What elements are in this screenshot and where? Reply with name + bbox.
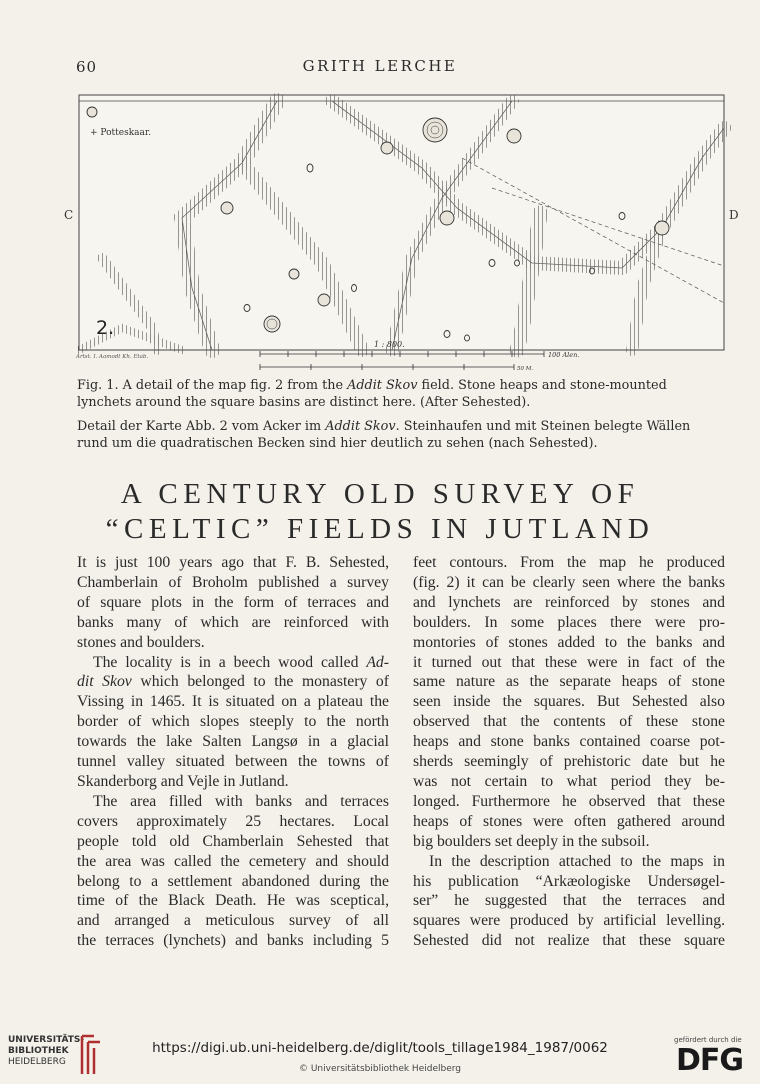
map-figure (62, 88, 744, 374)
text-line: it turned out that these were in fact of the (413, 653, 725, 671)
stone-heap (381, 142, 393, 154)
funding-note: gefördert durch die (674, 1036, 742, 1044)
text-line: The locality is in a beech wood called Ad- (93, 653, 389, 671)
map-legend: + Potteskaar. (90, 128, 152, 138)
text-line: and lynchets are reinforced by stones and (413, 593, 725, 611)
text-line: heaps and stone banks contained coarse pot- (413, 733, 725, 751)
copyright-notice: © Universitätsbibliothek Heidelberg (298, 1064, 461, 1074)
scale-bars (260, 351, 544, 370)
stone-heap (507, 129, 521, 143)
stone-heap (87, 107, 97, 117)
paragraph (77, 792, 389, 951)
paragraph (77, 653, 389, 792)
text-line: sherds seemingly of prehistoric date but he (413, 753, 725, 771)
page-number: 60 (76, 58, 98, 76)
text-line: and arranged a meticulous survey of all (77, 912, 389, 930)
article-title (0, 477, 760, 547)
stone-heap (655, 221, 669, 235)
body-column-right (413, 553, 725, 951)
text-line: was not certain to what period they be- (413, 772, 725, 790)
text-line: Chamberlain of Broholm published a survey (77, 573, 389, 591)
text-line: ser” he suggested that the terraces and (413, 892, 725, 910)
text-line: covers approximately 25 hectares. Local (77, 812, 389, 830)
caption-de-italic: Addit Skov (325, 419, 396, 434)
text-line: tunnel valley situated between the towns of (77, 753, 389, 771)
text-line: people told old Chamberlain Sehested that (77, 832, 389, 850)
text-line: (fig. 2) it can be clearly seen where the banks (413, 573, 725, 591)
text-line: boulders. In some places there were pro- (413, 613, 725, 631)
map-side-right: D (729, 208, 739, 222)
paragraph (413, 852, 725, 952)
caption-de-text-end: . Steinhaufen und mit Steinen belegte Wällen rund um die quadratischen Becken sind hier deutlich zu sehen (nach Sehested). (77, 419, 691, 451)
text-line: In the description attached to the maps in (429, 852, 725, 870)
text-line: Vissing in 1465. It is situated on a plateau the (77, 693, 389, 711)
text-line: observed that the contents of these stone (413, 713, 725, 731)
text-line: longed. Furthermore he observed that these (413, 792, 725, 810)
map-scale-ratio: 1 : 800. (374, 340, 405, 349)
map-engraver: Artst. I. Aamodt Kh. Etab. (76, 354, 149, 360)
map-scale-m: 50 M. (517, 366, 534, 372)
library-name-line-2: BIBLIOTHEK (8, 1046, 69, 1056)
map-side-left: C (64, 208, 74, 222)
text-line: the area was called the cemetery and should (77, 852, 389, 870)
text-line: Sehested did not realize that these square (413, 932, 725, 950)
text-line: stones and boulders. (77, 633, 205, 651)
text-line: montories of stones added to the banks and (413, 633, 725, 651)
map-scale-alen: 100 Alen. (548, 351, 580, 359)
caption-en-text: Fig. 1. A detail of the map fig. 2 from the (77, 378, 348, 393)
stone-heap (440, 211, 454, 225)
source-url-link[interactable]: https://digi.ub.uni-heidelberg.de/diglit/tools_tillage1984_1987/0062 (152, 1040, 608, 1056)
paragraph (413, 553, 725, 852)
text-line: of square plots in the form of terraces and (77, 593, 389, 611)
text-line: dit Skov which belonged to the monastery of (77, 673, 389, 691)
text-line: belong to a settlement abandoned during the (77, 872, 389, 890)
caption-en-italic: Addit Skov (347, 378, 418, 393)
map-figure-number: 2. (96, 317, 115, 339)
text-line: the terraces (lynchets) and banks including 5 (77, 932, 389, 950)
text-line: feet contours. From the map he produced (413, 554, 725, 571)
caption-english (77, 377, 725, 411)
text-line: same nature as the separate heaps of stone (413, 673, 725, 691)
text-line: banks many of which are reinforced with (77, 613, 389, 631)
library-name-line-1: UNIVERSITÄTS- (8, 1035, 85, 1045)
article-title-line-2: “CELTIC” FIELDS IN JUTLAND (105, 513, 655, 545)
article-title-line-1: A CENTURY OLD SURVEY OF (120, 478, 640, 510)
library-name-line-3: HEIDELBERG (8, 1057, 66, 1067)
caption-german (77, 418, 725, 452)
text-line: squares were produced by artificial levelling. (413, 912, 725, 930)
paragraph (77, 553, 389, 653)
body-column-left (77, 553, 389, 951)
stone-heap (423, 118, 447, 142)
text-line: heaps of stones were often gathered around (413, 812, 725, 830)
dfg-logo: DFG (676, 1043, 744, 1078)
running-head: GRITH LERCHE (302, 57, 458, 75)
stone-heap (221, 202, 233, 214)
text-line: Skanderborg and Vejle in Jutland. (77, 772, 289, 790)
text-line: time of the Black Death. He was sceptical, (77, 892, 389, 910)
text-line: towards the lake Salten Langsø in a glacial (77, 733, 389, 751)
text-line: seen inside the squares. But Sehested also (413, 693, 725, 711)
stone-heap (318, 294, 330, 306)
text-line: big boulders set deeply in the subsoil. (413, 832, 650, 850)
text-line: It is just 100 years ago that F. B. Sehested, (77, 554, 389, 571)
caption-en-text-end: field. Stone heaps and stone-mounted lynchets around the square basins are distinct here. (After Sehested). (77, 378, 667, 410)
stone-heap (289, 269, 299, 279)
text-line: The area filled with banks and terraces (93, 792, 389, 810)
text-line: his publication “Arkæologiske Undersøgel- (413, 872, 725, 890)
stone-heap (264, 316, 280, 332)
caption-de-text: Detail der Karte Abb. 2 vom Acker im (77, 419, 326, 434)
text-line: border of which slopes steeply to the north (77, 713, 389, 731)
